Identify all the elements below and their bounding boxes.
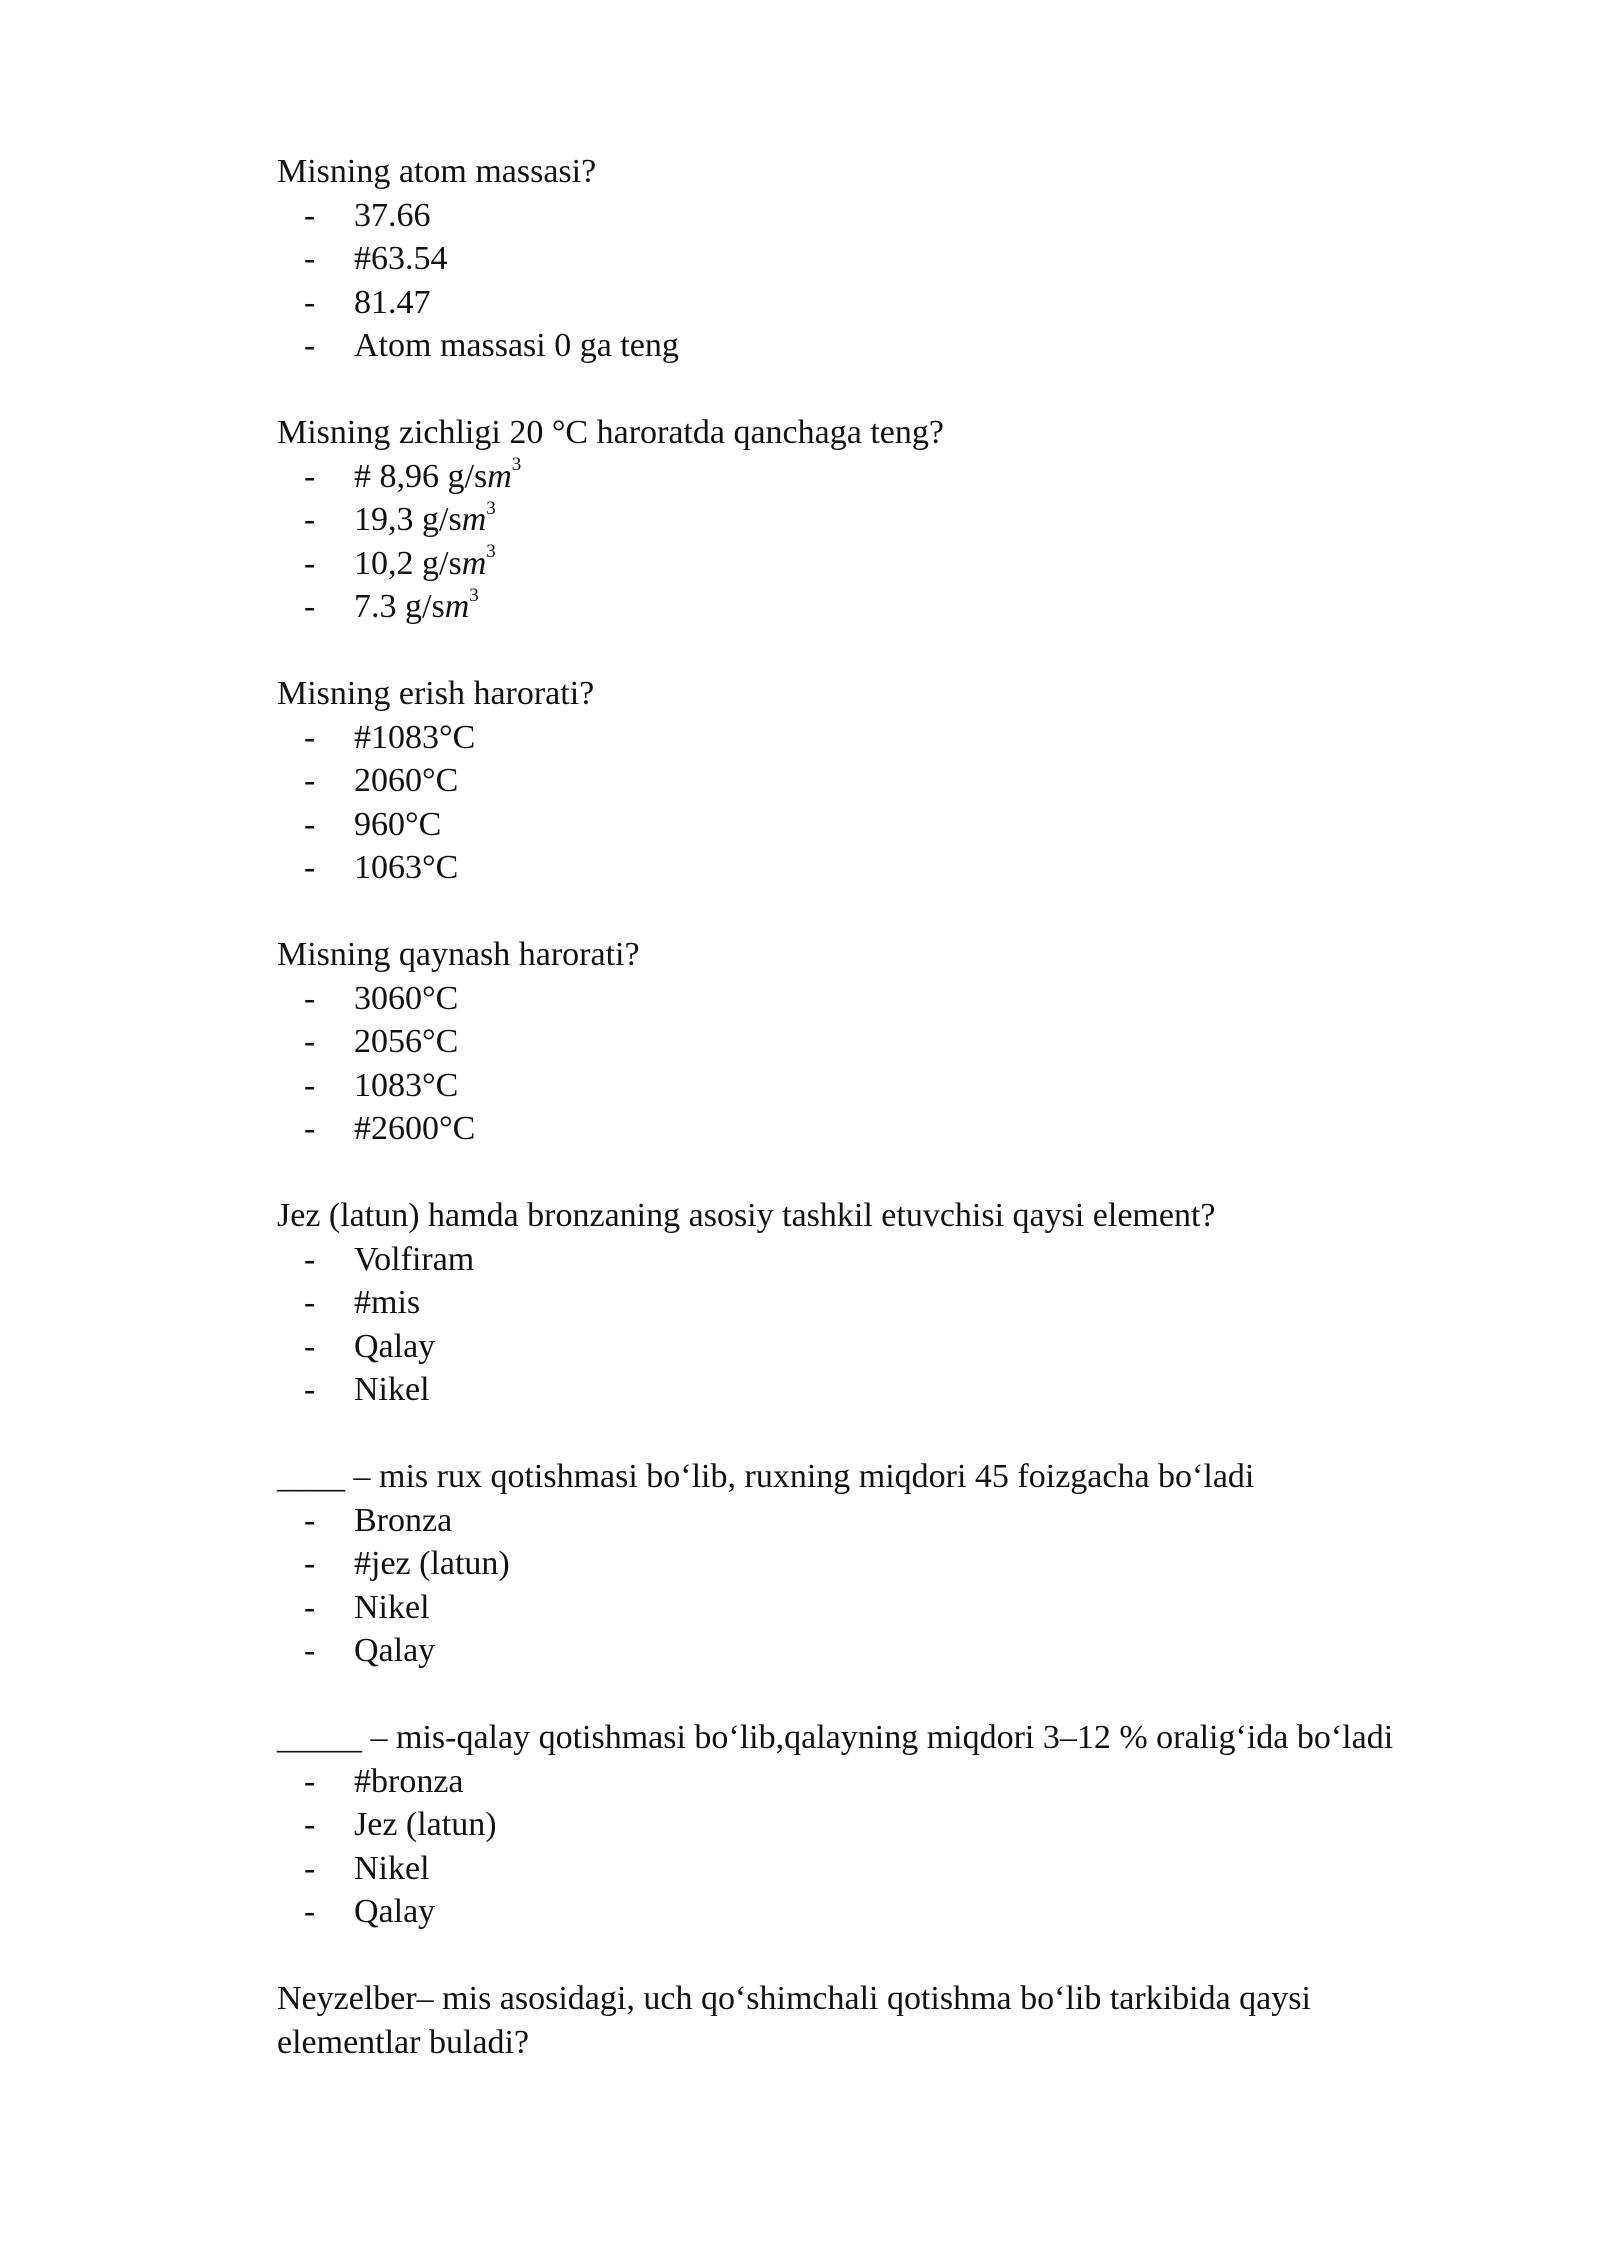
- dash-marker: -: [304, 327, 316, 364]
- question-block-6: [277, 1455, 1447, 1673]
- dash-marker: -: [304, 1371, 316, 1408]
- answer-text: 1083°C: [354, 1066, 459, 1104]
- question-text: Misning atom massasi?: [277, 153, 597, 190]
- dash-marker: -: [304, 501, 316, 538]
- answer-option: [277, 585, 1447, 629]
- dash-marker: -: [304, 1588, 316, 1626]
- dash-marker: -: [304, 544, 316, 582]
- unit-letter: m: [487, 457, 512, 495]
- answer-text: Qalay: [354, 1327, 436, 1365]
- question-block-1: [277, 150, 1447, 368]
- answer-option: [277, 1020, 1447, 1064]
- answer-text: Qalay: [354, 1893, 436, 1930]
- dash-marker: -: [304, 805, 316, 843]
- answer-text: Bronza: [354, 1501, 453, 1539]
- question-block-4: [277, 933, 1447, 1151]
- answer-option: [277, 1542, 1447, 1586]
- answer-list: [277, 455, 1447, 629]
- answer-text: #jez (latun): [354, 1545, 510, 1582]
- dash-marker: -: [304, 240, 316, 277]
- answer-option: [277, 846, 1447, 890]
- question-text: Neyzelber– mis asosidagi, uch qo‘shimchali qotishma bo‘lib tarkibida qaysi elementlar buladi?: [277, 1980, 1311, 2061]
- answer-text: 1063°C: [354, 849, 459, 886]
- dash-marker: -: [304, 1545, 316, 1582]
- answer-option: [277, 803, 1447, 847]
- dash-marker: -: [304, 1023, 316, 1060]
- answer-option: [277, 498, 1447, 542]
- question-text: Misning erish harorati?: [277, 675, 595, 712]
- unit-exponent: 3: [486, 497, 496, 519]
- dash-marker: -: [304, 457, 316, 495]
- unit-exponent: 3: [511, 454, 522, 476]
- question-text: ____ – mis rux qotishmasi bo‘lib, ruxning miqdori 45 foizgacha bo‘ladi: [277, 1458, 1255, 1495]
- answer-option: [277, 324, 1447, 368]
- answer-option: [277, 1368, 1447, 1412]
- dash-marker: -: [304, 762, 316, 799]
- answer-text: 2056°C: [354, 1023, 459, 1060]
- dash-marker: -: [304, 1240, 316, 1278]
- dash-marker: -: [304, 1066, 316, 1104]
- answer-option: [277, 1760, 1447, 1804]
- answer-option: [277, 1629, 1447, 1673]
- answer-option: [277, 237, 1447, 281]
- answer-option: [277, 1238, 1447, 1282]
- document-page: [277, 150, 1447, 2108]
- answer-list: [277, 716, 1447, 890]
- answer-option: [277, 281, 1447, 325]
- dash-marker: -: [304, 1762, 316, 1800]
- dash-marker: -: [304, 1849, 316, 1887]
- dash-marker: -: [304, 196, 316, 234]
- answer-option: [277, 194, 1447, 238]
- answer-option: [277, 1890, 1447, 1934]
- question-block-8: [277, 1977, 1447, 2064]
- answer-text: 7.3 g/s: [354, 588, 445, 625]
- question-block-5: [277, 1194, 1447, 1412]
- answer-list: [277, 977, 1447, 1151]
- answer-text: #63.54: [354, 240, 448, 277]
- question-text: Misning qaynash harorati?: [277, 936, 640, 973]
- dash-marker: -: [304, 718, 316, 756]
- answer-text: #1083°C: [354, 718, 476, 756]
- question-block-7: [277, 1716, 1447, 1934]
- dash-marker: -: [304, 1501, 316, 1539]
- unit-exponent: 3: [469, 584, 479, 606]
- answer-text: Nikel: [354, 1588, 430, 1626]
- answer-text: 19,3 g/s: [354, 501, 462, 538]
- answer-option: [277, 1803, 1447, 1847]
- answer-list: [277, 1499, 1447, 1673]
- dash-marker: -: [304, 588, 316, 625]
- answer-option: [277, 759, 1447, 803]
- answer-text: 3060°C: [354, 979, 459, 1017]
- answer-option: [277, 455, 1447, 499]
- dash-marker: -: [304, 1327, 316, 1365]
- answer-text: #2600°C: [354, 1110, 476, 1147]
- dash-marker: -: [304, 1632, 316, 1669]
- answer-option: [277, 1325, 1447, 1369]
- unit-exponent: 3: [486, 541, 496, 563]
- answer-text: 2060°C: [354, 762, 459, 799]
- question-text: _____ – mis-qalay qotishmasi bo‘lib,qalayning miqdori 3–12 % oralig‘ida bo‘ladi: [277, 1719, 1394, 1756]
- unit-letter: m: [444, 588, 470, 625]
- answer-option: [277, 1499, 1447, 1543]
- dash-marker: -: [304, 1284, 316, 1321]
- question-block-3: [277, 672, 1447, 890]
- answer-option: [277, 1847, 1447, 1891]
- question-text: Misning zichligi 20 °C haroratda qanchaga teng?: [277, 414, 944, 451]
- answer-text: #bronza: [354, 1762, 464, 1800]
- answer-text: Volfiram: [354, 1240, 475, 1278]
- answer-text: Qalay: [354, 1632, 436, 1669]
- answer-option: [277, 1107, 1447, 1151]
- answer-list: [277, 1760, 1447, 1934]
- answer-text: Atom massasi 0 ga teng: [354, 327, 679, 364]
- dash-marker: -: [304, 283, 316, 321]
- question-text: Jez (latun) hamda bronzaning asosiy tashkil etuvchisi qaysi element?: [277, 1197, 1216, 1234]
- answer-option: [277, 1586, 1447, 1630]
- answer-list: [277, 194, 1447, 368]
- answer-option: [277, 977, 1447, 1021]
- unit-letter: m: [461, 544, 487, 582]
- answer-text: #mis: [354, 1284, 421, 1321]
- answer-text: 81.47: [354, 283, 431, 321]
- unit-letter: m: [461, 501, 487, 538]
- dash-marker: -: [304, 979, 316, 1017]
- answer-text: # 8,96 g/s: [354, 457, 488, 495]
- answer-list: [277, 1238, 1447, 1412]
- dash-marker: -: [304, 1893, 316, 1930]
- answer-text: Jez (latun): [354, 1806, 497, 1843]
- answer-option: [277, 716, 1447, 760]
- answer-text: 10,2 g/s: [354, 544, 462, 582]
- answer-option: [277, 1064, 1447, 1108]
- question-block-2: [277, 411, 1447, 629]
- answer-option: [277, 1281, 1447, 1325]
- answer-text: 37.66: [354, 196, 431, 234]
- answer-text: 960°C: [354, 805, 442, 843]
- dash-marker: -: [304, 1806, 316, 1843]
- answer-text: Nikel: [354, 1849, 430, 1887]
- answer-option: [277, 542, 1447, 586]
- dash-marker: -: [304, 1110, 316, 1147]
- dash-marker: -: [304, 849, 316, 886]
- answer-text: Nikel: [354, 1371, 430, 1408]
